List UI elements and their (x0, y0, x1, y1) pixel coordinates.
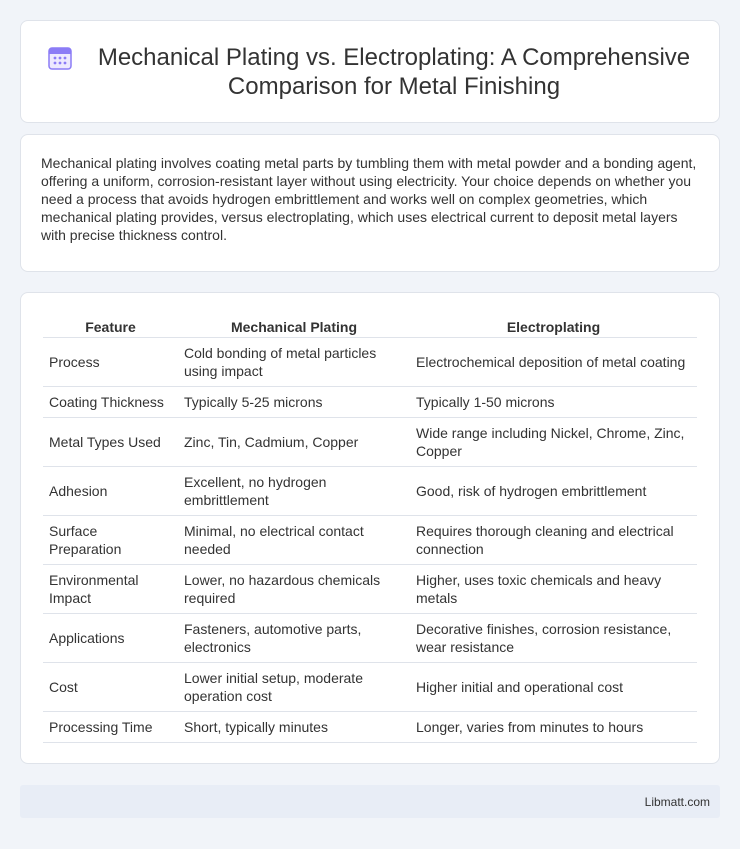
mechanical-cell: Zinc, Tin, Cadmium, Copper (178, 418, 410, 467)
page-title: Mechanical Plating vs. Electroplating: A Comprehensive Comparison for Metal Finishing (97, 43, 691, 100)
header-mechanical-plating: Mechanical Plating (178, 315, 410, 338)
comparison-card (20, 292, 720, 764)
footer-brand-link[interactable]: Libmatt.com (644, 794, 710, 809)
electro-cell: Typically 1-50 microns (410, 387, 697, 418)
electro-cell: Higher, uses toxic chemicals and heavy metals (410, 565, 697, 614)
table-header-row (43, 315, 697, 338)
table-row (43, 663, 697, 712)
mechanical-cell: Fasteners, automotive parts, electronics (178, 614, 410, 663)
mechanical-cell: Short, typically minutes (178, 712, 410, 743)
header-feature: Feature (43, 315, 178, 338)
feature-cell: Processing Time (43, 712, 178, 743)
table-row (43, 712, 697, 743)
table-row (43, 565, 697, 614)
feature-cell: Adhesion (43, 467, 178, 516)
feature-cell: Environmental Impact (43, 565, 178, 614)
electro-cell: Good, risk of hydrogen embrittlement (410, 467, 697, 516)
mechanical-cell: Typically 5-25 microns (178, 387, 410, 418)
mechanical-cell: Lower initial setup, moderate operation cost (178, 663, 410, 712)
feature-cell: Applications (43, 614, 178, 663)
table-row (43, 516, 697, 565)
intro-paragraph: Mechanical plating involves coating metal parts by tumbling them with metal powder and a bonding agent, offering a uniform, corrosion-resistant layer without using electricity. Your choice depends on whether you need a process that avoids hydrogen embrittlement and works well on complex geometries, which mechanical plating provides, versus electroplating, which uses electrical current to deposit metal layers with precise thickness control. (41, 155, 697, 243)
header-card (20, 20, 720, 123)
footer (20, 785, 720, 818)
feature-cell: Process (43, 338, 178, 387)
mechanical-cell: Lower, no hazardous chemicals required (178, 565, 410, 614)
mechanical-cell: Cold bonding of metal particles using impact (178, 338, 410, 387)
table-row (43, 387, 697, 418)
calendar-icon (46, 44, 74, 72)
table-row (43, 467, 697, 516)
table-row (43, 338, 697, 387)
electro-cell: Longer, varies from minutes to hours (410, 712, 697, 743)
electro-cell: Wide range including Nickel, Chrome, Zinc, Copper (410, 418, 697, 467)
electro-cell: Decorative finishes, corrosion resistance, wear resistance (410, 614, 697, 663)
feature-cell: Cost (43, 663, 178, 712)
header-electroplating: Electroplating (410, 315, 697, 338)
intro-card (20, 134, 720, 272)
electro-cell: Requires thorough cleaning and electrical connection (410, 516, 697, 565)
feature-cell: Surface Preparation (43, 516, 178, 565)
electro-cell: Higher initial and operational cost (410, 663, 697, 712)
electro-cell: Electrochemical deposition of metal coating (410, 338, 697, 387)
comparison-table (43, 315, 697, 743)
table-row (43, 418, 697, 467)
feature-cell: Coating Thickness (43, 387, 178, 418)
feature-cell: Metal Types Used (43, 418, 178, 467)
mechanical-cell: Excellent, no hydrogen embrittlement (178, 467, 410, 516)
table-row (43, 614, 697, 663)
mechanical-cell: Minimal, no electrical contact needed (178, 516, 410, 565)
